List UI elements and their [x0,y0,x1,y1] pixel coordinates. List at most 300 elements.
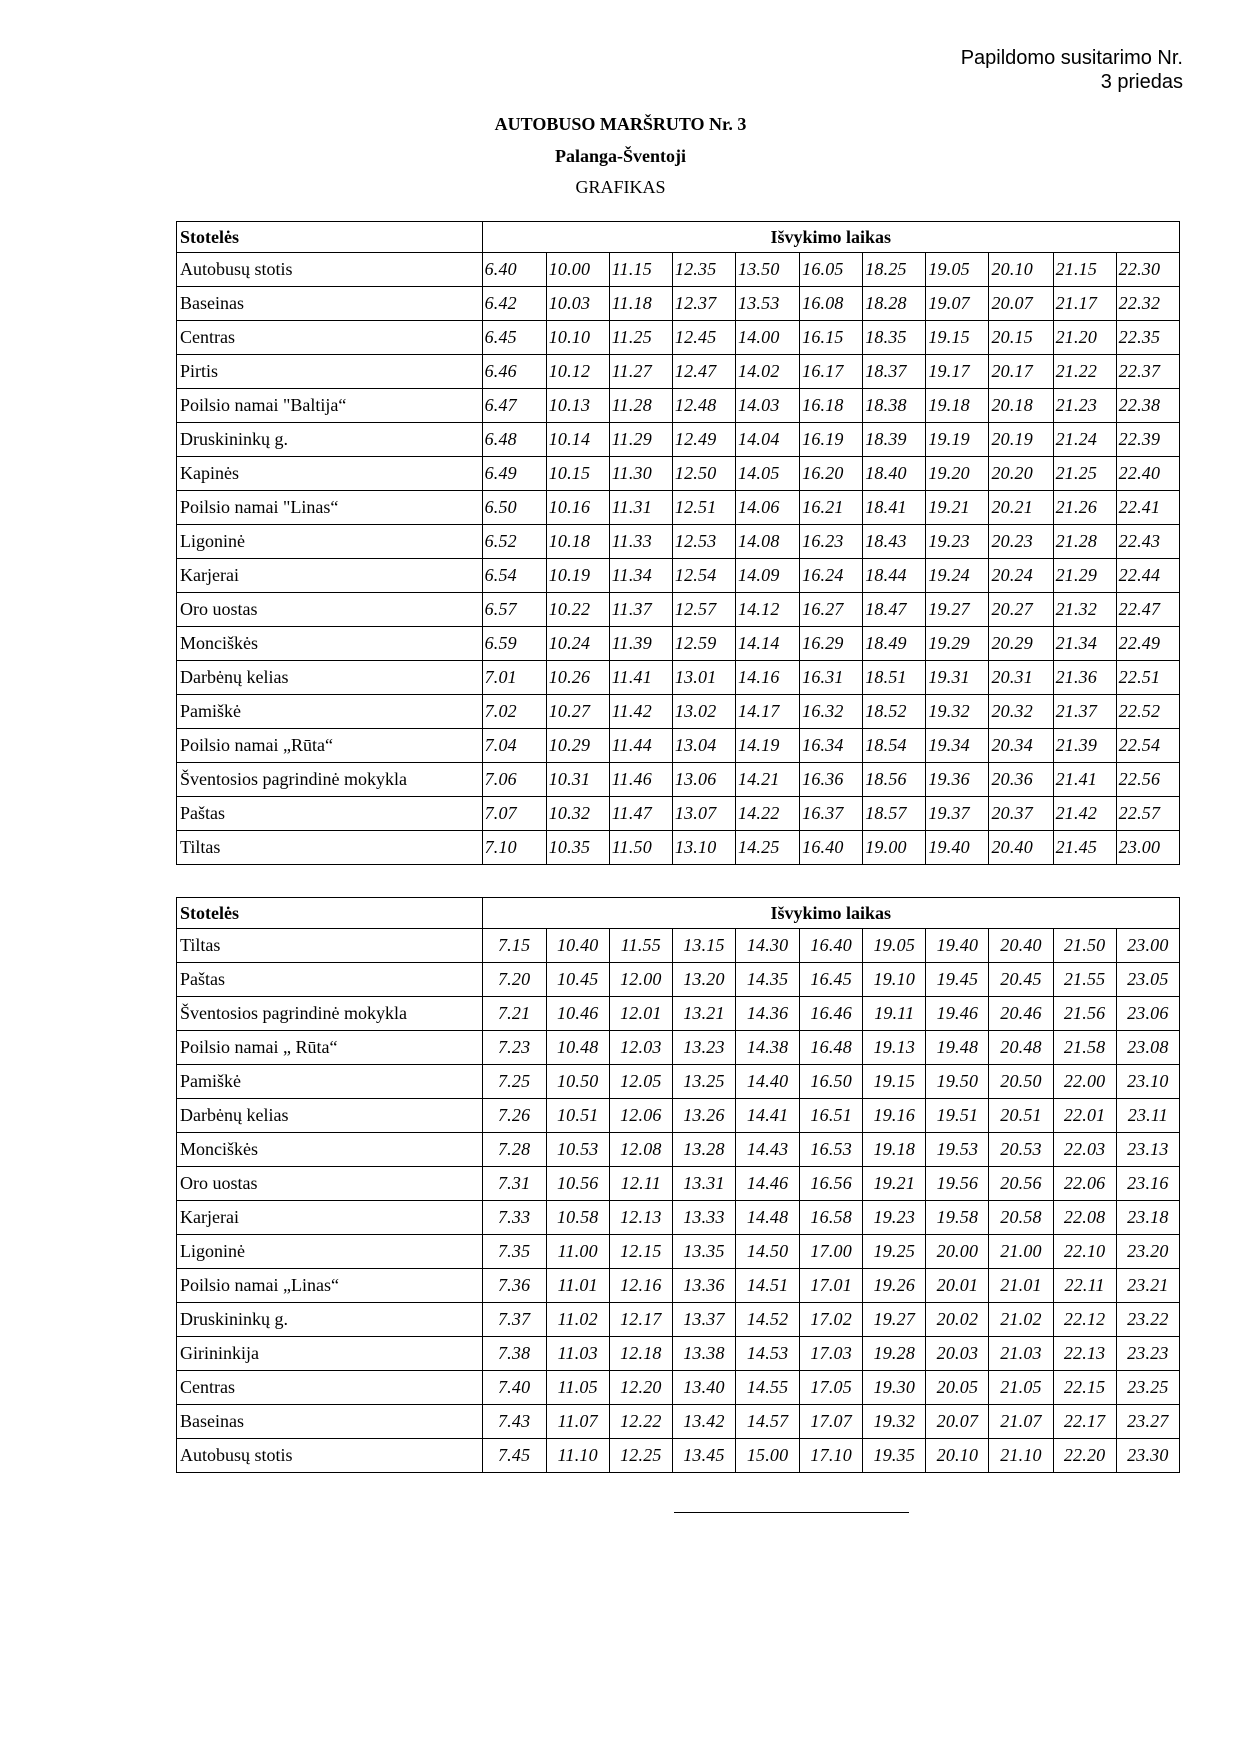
departure-time: 10.31 [546,763,609,797]
departure-time: 20.48 [989,1031,1053,1065]
departure-time: 10.48 [546,1031,609,1065]
departure-time: 12.08 [609,1133,672,1167]
stop-name: Poilsio namai „Rūta“ [177,729,483,763]
departure-time: 13.01 [672,661,735,695]
stop-name: Druskininkų g. [177,423,483,457]
departure-time: 17.10 [800,1439,863,1473]
stop-name: Pamiškė [177,1065,483,1099]
departure-time: 20.31 [989,661,1053,695]
departure-time: 20.07 [926,1405,989,1439]
departure-time: 13.53 [736,287,800,321]
departure-time: 12.03 [609,1031,672,1065]
departure-time: 11.37 [609,593,672,627]
departure-time: 20.10 [926,1439,989,1473]
departure-time: 10.35 [546,831,609,865]
departure-time: 21.22 [1053,355,1116,389]
table-row [177,253,1180,287]
departure-time: 18.41 [863,491,926,525]
departure-time: 19.48 [926,1031,989,1065]
departure-time: 19.15 [863,1065,926,1099]
departure-time: 20.56 [989,1167,1053,1201]
table-row [177,321,1180,355]
departure-time: 20.34 [989,729,1053,763]
departure-time: 7.28 [482,1133,546,1167]
departure-time: 23.05 [1116,963,1179,997]
stop-name: Darbėnų kelias [177,661,483,695]
departure-time: 12.13 [609,1201,672,1235]
departure-time: 7.01 [482,661,546,695]
departure-time: 22.03 [1053,1133,1116,1167]
departure-time: 21.10 [989,1439,1053,1473]
departure-time: 18.40 [863,457,926,491]
departure-time: 15.00 [736,1439,800,1473]
departure-time: 13.07 [672,797,735,831]
stop-name: Poilsio namai „Linas“ [177,1269,483,1303]
departure-time: 16.18 [800,389,863,423]
departure-time: 12.25 [609,1439,672,1473]
stop-name: Karjerai [177,559,483,593]
departure-time: 21.05 [989,1371,1053,1405]
schedule-subtitle: GRAFIKAS [575,177,666,197]
departure-time: 11.07 [546,1405,609,1439]
table-row [177,559,1180,593]
route-direction: Palanga-Šventoji [554,146,686,166]
departure-time: 19.32 [863,1405,926,1439]
departure-time: 22.20 [1053,1439,1116,1473]
departure-time: 6.50 [482,491,546,525]
departure-time: 12.20 [609,1371,672,1405]
stop-name: Centras [177,1371,483,1405]
departure-time: 19.18 [863,1133,926,1167]
departure-time: 16.32 [800,695,863,729]
departure-time: 23.30 [1116,1439,1179,1473]
departure-time: 6.57 [482,593,546,627]
departure-time: 19.56 [926,1167,989,1201]
departure-time: 20.23 [989,525,1053,559]
table-header-row [177,898,1180,929]
departure-time: 22.32 [1116,287,1179,321]
departure-time: 20.18 [989,389,1053,423]
table-row [177,763,1180,797]
departure-time: 11.05 [546,1371,609,1405]
departure-time: 21.37 [1053,695,1116,729]
stop-name: Šventosios pagrindinė mokykla [177,763,483,797]
departure-time: 11.25 [609,321,672,355]
departure-time: 11.28 [609,389,672,423]
departure-time: 21.28 [1053,525,1116,559]
departure-time: 16.58 [800,1201,863,1235]
departure-time: 21.07 [989,1405,1053,1439]
departure-time: 23.00 [1116,831,1179,865]
departure-time: 13.33 [672,1201,735,1235]
table-row [177,695,1180,729]
departure-time: 11.30 [609,457,672,491]
departure-time: 20.10 [989,253,1053,287]
departure-time: 21.00 [989,1235,1053,1269]
departure-time: 14.04 [736,423,800,457]
departure-time: 10.46 [546,997,609,1031]
departure-time: 16.19 [800,423,863,457]
departure-time: 21.02 [989,1303,1053,1337]
table-row [177,661,1180,695]
departure-time: 17.01 [800,1269,863,1303]
departure-time: 20.05 [926,1371,989,1405]
departure-time: 19.18 [926,389,989,423]
departure-time: 12.01 [609,997,672,1031]
departure-time: 19.35 [863,1439,926,1473]
table-row [177,729,1180,763]
departure-time: 11.50 [609,831,672,865]
departure-time: 19.16 [863,1099,926,1133]
table-row [177,929,1180,963]
departure-time: 22.38 [1116,389,1179,423]
timetable-return-body [177,898,1180,1473]
departure-time: 14.16 [736,661,800,695]
departure-time: 22.30 [1116,253,1179,287]
departure-time: 19.30 [863,1371,926,1405]
departure-time: 10.27 [546,695,609,729]
departure-time: 21.56 [1053,997,1116,1031]
departure-time: 7.07 [482,797,546,831]
departure-time: 11.29 [609,423,672,457]
table-row [177,1167,1180,1201]
departure-time: 20.03 [926,1337,989,1371]
departure-time: 12.45 [672,321,735,355]
departure-time: 19.23 [863,1201,926,1235]
departure-time: 22.51 [1116,661,1179,695]
departure-time: 17.02 [800,1303,863,1337]
stop-name: Girininkija [177,1337,483,1371]
departure-time: 7.21 [482,997,546,1031]
departure-time: 20.45 [989,963,1053,997]
departure-time: 21.23 [1053,389,1116,423]
departure-time: 13.06 [672,763,735,797]
departure-time: 20.21 [989,491,1053,525]
departure-time: 11.01 [546,1269,609,1303]
departure-time: 13.25 [672,1065,735,1099]
departure-time: 21.01 [989,1269,1053,1303]
departure-time: 10.00 [546,253,609,287]
departure-time: 12.00 [609,963,672,997]
departure-time: 10.29 [546,729,609,763]
departure-time: 11.55 [609,929,672,963]
departure-time: 10.10 [546,321,609,355]
departure-time: 7.45 [482,1439,546,1473]
departure-time: 21.41 [1053,763,1116,797]
departure-time: 10.51 [546,1099,609,1133]
departure-time: 18.54 [863,729,926,763]
departure-time: 10.50 [546,1065,609,1099]
table-row [177,1133,1180,1167]
departure-time: 10.03 [546,287,609,321]
departure-time: 12.59 [672,627,735,661]
stop-name: Pirtis [177,355,483,389]
departure-time: 16.50 [800,1065,863,1099]
departure-time: 22.40 [1116,457,1179,491]
departure-time: 16.27 [800,593,863,627]
departure-time: 7.20 [482,963,546,997]
departure-time: 12.53 [672,525,735,559]
departure-time: 21.55 [1053,963,1116,997]
departure-time: 22.08 [1053,1201,1116,1235]
departure-time: 7.38 [482,1337,546,1371]
departure-time: 19.40 [926,929,989,963]
departure-time: 22.11 [1053,1269,1116,1303]
departure-time: 20.02 [926,1303,989,1337]
table-row [177,1065,1180,1099]
stop-name: Paštas [177,797,483,831]
departure-time: 13.40 [672,1371,735,1405]
departure-time: 20.24 [989,559,1053,593]
departure-time: 13.35 [672,1235,735,1269]
departure-time: 16.37 [800,797,863,831]
departure-time: 18.28 [863,287,926,321]
timetable-return [176,897,1180,1473]
annex-label [961,46,1183,94]
departure-time: 22.00 [1053,1065,1116,1099]
departure-time: 22.52 [1116,695,1179,729]
departure-time: 17.05 [800,1371,863,1405]
departure-time: 11.34 [609,559,672,593]
departure-time: 7.33 [482,1201,546,1235]
departure-time: 10.40 [546,929,609,963]
departure-time: 16.20 [800,457,863,491]
table-row [177,491,1180,525]
departure-time: 19.45 [926,963,989,997]
departure-time: 19.34 [926,729,989,763]
departure-time: 18.52 [863,695,926,729]
departure-time: 16.36 [800,763,863,797]
departure-time: 14.53 [736,1337,800,1371]
table-row [177,1337,1180,1371]
stop-name: Baseinas [177,287,483,321]
departure-time: 11.18 [609,287,672,321]
departure-time: 6.45 [482,321,546,355]
departure-time: 20.19 [989,423,1053,457]
departure-time: 19.40 [926,831,989,865]
departure-time-header: Išvykimo laikas [482,898,1179,929]
table-row [177,627,1180,661]
departure-time: 14.48 [736,1201,800,1235]
departure-time: 21.39 [1053,729,1116,763]
departure-time: 10.53 [546,1133,609,1167]
stop-name: Kapinės [177,457,483,491]
departure-time: 10.45 [546,963,609,997]
departure-time: 23.27 [1116,1405,1179,1439]
departure-time: 17.07 [800,1405,863,1439]
departure-time: 23.08 [1116,1031,1179,1065]
departure-time: 14.52 [736,1303,800,1337]
stops-column-header: Stotelės [177,222,483,253]
table-row [177,1099,1180,1133]
departure-time: 21.26 [1053,491,1116,525]
departure-time: 10.24 [546,627,609,661]
table-row [177,457,1180,491]
departure-time: 7.15 [482,929,546,963]
table-row [177,389,1180,423]
departure-time: 14.55 [736,1371,800,1405]
table-row [177,1269,1180,1303]
departure-time: 6.48 [482,423,546,457]
departure-time: 13.38 [672,1337,735,1371]
departure-time: 11.31 [609,491,672,525]
departure-time: 22.47 [1116,593,1179,627]
departure-time: 10.56 [546,1167,609,1201]
departure-time: 14.30 [736,929,800,963]
departure-time: 14.57 [736,1405,800,1439]
stop-name: Darbėnų kelias [177,1099,483,1133]
departure-time: 20.37 [989,797,1053,831]
departure-time: 19.13 [863,1031,926,1065]
departure-time: 19.25 [863,1235,926,1269]
departure-time: 14.51 [736,1269,800,1303]
departure-time: 20.58 [989,1201,1053,1235]
departure-time: 14.35 [736,963,800,997]
departure-time: 19.28 [863,1337,926,1371]
stop-name: Monciškės [177,1133,483,1167]
departure-time: 21.32 [1053,593,1116,627]
table-row [177,1439,1180,1473]
departure-time: 14.09 [736,559,800,593]
departure-time: 16.29 [800,627,863,661]
table-row [177,1303,1180,1337]
departure-time: 19.05 [863,929,926,963]
departure-time: 18.39 [863,423,926,457]
departure-time: 21.42 [1053,797,1116,831]
departure-time: 13.21 [672,997,735,1031]
stop-name: Tiltas [177,831,483,865]
departure-time: 20.00 [926,1235,989,1269]
departure-time: 12.37 [672,287,735,321]
departure-time: 23.00 [1116,929,1179,963]
departure-time: 10.14 [546,423,609,457]
departure-time: 16.34 [800,729,863,763]
departure-time: 14.21 [736,763,800,797]
departure-time: 20.40 [989,929,1053,963]
departure-time: 22.35 [1116,321,1179,355]
annex-line-1: Papildomo susitarimo Nr. [960,47,1183,69]
departure-time: 23.18 [1116,1201,1179,1235]
table-row [177,593,1180,627]
departure-time: 11.03 [546,1337,609,1371]
route-title: AUTOBUSO MARŠRUTO Nr. 3 [494,114,747,134]
table-header-row [177,222,1180,253]
departure-time: 10.16 [546,491,609,525]
departure-time: 14.36 [736,997,800,1031]
departure-time: 16.53 [800,1133,863,1167]
departure-time: 19.17 [926,355,989,389]
departure-time: 23.16 [1116,1167,1179,1201]
departure-time: 12.22 [609,1405,672,1439]
departure-time: 14.22 [736,797,800,831]
departure-time: 6.42 [482,287,546,321]
departure-time: 20.46 [989,997,1053,1031]
departure-time: 22.37 [1116,355,1179,389]
departure-time: 11.41 [609,661,672,695]
departure-time: 22.17 [1053,1405,1116,1439]
departure-time: 20.50 [989,1065,1053,1099]
departure-time: 16.51 [800,1099,863,1133]
departure-time: 13.23 [672,1031,735,1065]
departure-time: 16.05 [800,253,863,287]
departure-time: 12.15 [609,1235,672,1269]
departure-time: 12.47 [672,355,735,389]
departure-time: 12.16 [609,1269,672,1303]
table-row [177,525,1180,559]
departure-time: 19.58 [926,1201,989,1235]
table-row [177,997,1180,1031]
stop-name: Autobusų stotis [177,253,483,287]
departure-time: 14.17 [736,695,800,729]
departure-time: 21.20 [1053,321,1116,355]
departure-time: 22.10 [1053,1235,1116,1269]
departure-time: 14.41 [736,1099,800,1133]
stop-name: Oro uostas [177,1167,483,1201]
departure-time: 6.40 [482,253,546,287]
table-row [177,963,1180,997]
departure-time: 16.45 [800,963,863,997]
departure-time: 16.15 [800,321,863,355]
departure-time: 7.23 [482,1031,546,1065]
departure-time: 12.49 [672,423,735,457]
departure-time: 19.24 [926,559,989,593]
stop-name: Oro uostas [177,593,483,627]
departure-time: 11.44 [609,729,672,763]
departure-time: 13.04 [672,729,735,763]
departure-time: 21.15 [1053,253,1116,287]
departure-time: 23.20 [1116,1235,1179,1269]
departure-time: 11.27 [609,355,672,389]
departure-time: 6.49 [482,457,546,491]
departure-time: 19.07 [926,287,989,321]
stop-name: Monciškės [177,627,483,661]
closing-rule [674,1512,909,1513]
departure-time: 20.15 [989,321,1053,355]
table-row [177,1201,1180,1235]
departure-time: 10.32 [546,797,609,831]
departure-time: 16.24 [800,559,863,593]
departure-time: 18.57 [863,797,926,831]
departure-time: 17.03 [800,1337,863,1371]
departure-time: 7.40 [482,1371,546,1405]
departure-time: 13.10 [672,831,735,865]
stop-name: Baseinas [177,1405,483,1439]
departure-time: 11.15 [609,253,672,287]
departure-time: 19.32 [926,695,989,729]
departure-time: 19.19 [926,423,989,457]
departure-time: 13.31 [672,1167,735,1201]
departure-time: 13.42 [672,1405,735,1439]
departure-time: 14.40 [736,1065,800,1099]
table-row [177,1235,1180,1269]
departure-time: 12.48 [672,389,735,423]
table-row [177,797,1180,831]
departure-time: 19.26 [863,1269,926,1303]
departure-time: 10.15 [546,457,609,491]
stop-name: Autobusų stotis [177,1439,483,1473]
timetable-outbound-body [177,222,1180,865]
departure-time: 14.06 [736,491,800,525]
departure-time: 12.11 [609,1167,672,1201]
departure-time: 23.11 [1116,1099,1179,1133]
departure-time: 12.35 [672,253,735,287]
departure-time: 19.51 [926,1099,989,1133]
stop-name: Poilsio namai "Baltija“ [177,389,483,423]
departure-time: 16.23 [800,525,863,559]
departure-time: 18.56 [863,763,926,797]
departure-time: 6.46 [482,355,546,389]
departure-time: 18.35 [863,321,926,355]
